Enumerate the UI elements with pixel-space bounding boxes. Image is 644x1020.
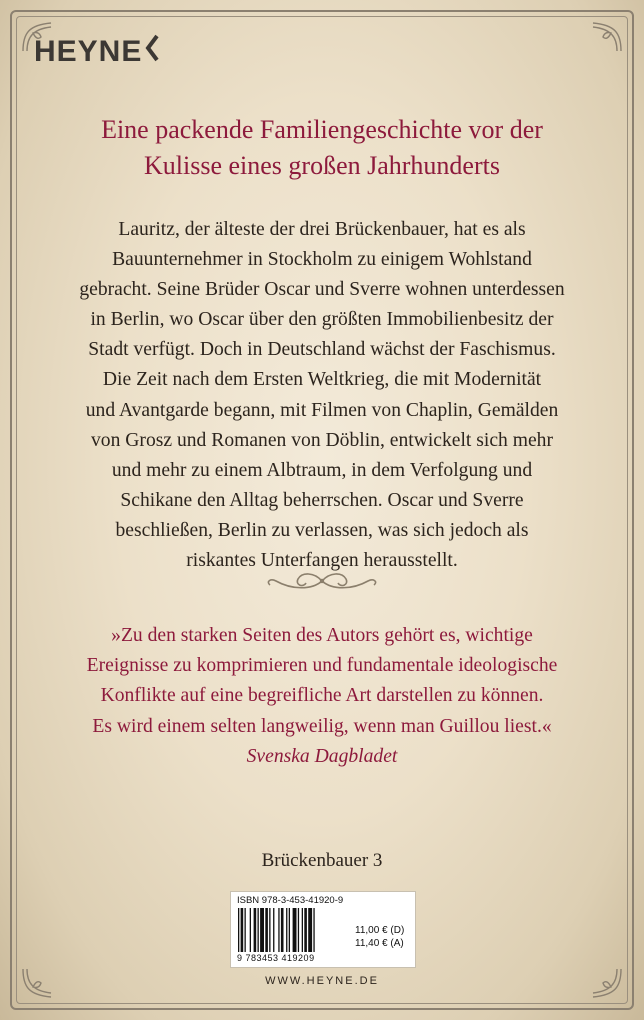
headline [40,112,604,184]
blurb-line: Lauritz, der älteste der drei Brückenbauer, hat es als [118,219,526,240]
barcode-digits: 9 783453 419209 [237,953,315,963]
price-block [355,924,404,950]
blurb-line: riskantes Unterfangen herausstellt. [186,550,458,572]
price-germany: 11,00 € (D) [355,925,405,936]
publisher-logo [34,32,160,72]
corner-flourish-icon [589,21,623,55]
blurb-line: und Avantgarde begann, mit Filmen von Chaplin, Gemälden [85,399,559,421]
blurb-line: Bauunternehmer in Stockholm zu einigem Wohlstand [112,249,532,271]
barcode-label [230,891,416,968]
price-austria: 11,40 € (A) [355,938,404,949]
headline-line: Kulisse eines großen Jahrhunderts [144,151,500,180]
publisher-logo-text: HEYNE [34,35,143,68]
quote-line: Konflikte auf eine begreifliche Art darstellen zu können. [100,685,544,707]
quote-source: Svenska Dagbladet [246,745,398,767]
ornament-divider-icon [262,566,382,596]
quote-line: Es wird einem selten langweilig, wenn man Guillou liest.« [92,715,552,737]
chevron-left-icon [144,33,160,71]
quote-line: Ereignisse zu komprimieren und fundamentale ideologische [86,655,558,677]
blurb-line: und mehr zu einem Albtraum, in dem Verfolgung und [111,459,533,481]
blurb-text [40,215,604,576]
series-title: Brückenbauer 3 [261,850,383,871]
blurb-line: Stadt verfügt. Doch in Deutschland wächst der Faschismus. [88,339,556,361]
blurb-line: von Grosz und Romanen von Döblin, entwickelt sich mehr [90,429,553,451]
isbn-text: ISBN 978-3-453-41920-9 [237,895,344,906]
publisher-website: WWW.HEYNE.DE [265,975,379,987]
blurb-line: Schikane den Alltag beherrschen. Oscar und Sverre [120,489,524,511]
blurb-line: gebracht. Seine Brüder Oscar und Sverre wohnen unterdessen [79,279,565,301]
barcode-icon [237,908,349,952]
blurb-line: beschließen, Berlin zu verlassen, was sich jedoch als [115,519,529,541]
quote-line: »Zu den starken Seiten des Autors gehört es, wichtige [111,625,533,646]
blurb-line: Die Zeit nach dem Ersten Weltkrieg, die mit Modernität [102,369,542,391]
blurb-line: in Berlin, wo Oscar über den größten Immobilienbesitz der [90,309,554,331]
headline-line: Eine packende Familiengeschichte vor der [101,115,543,144]
review-quote [40,621,604,772]
